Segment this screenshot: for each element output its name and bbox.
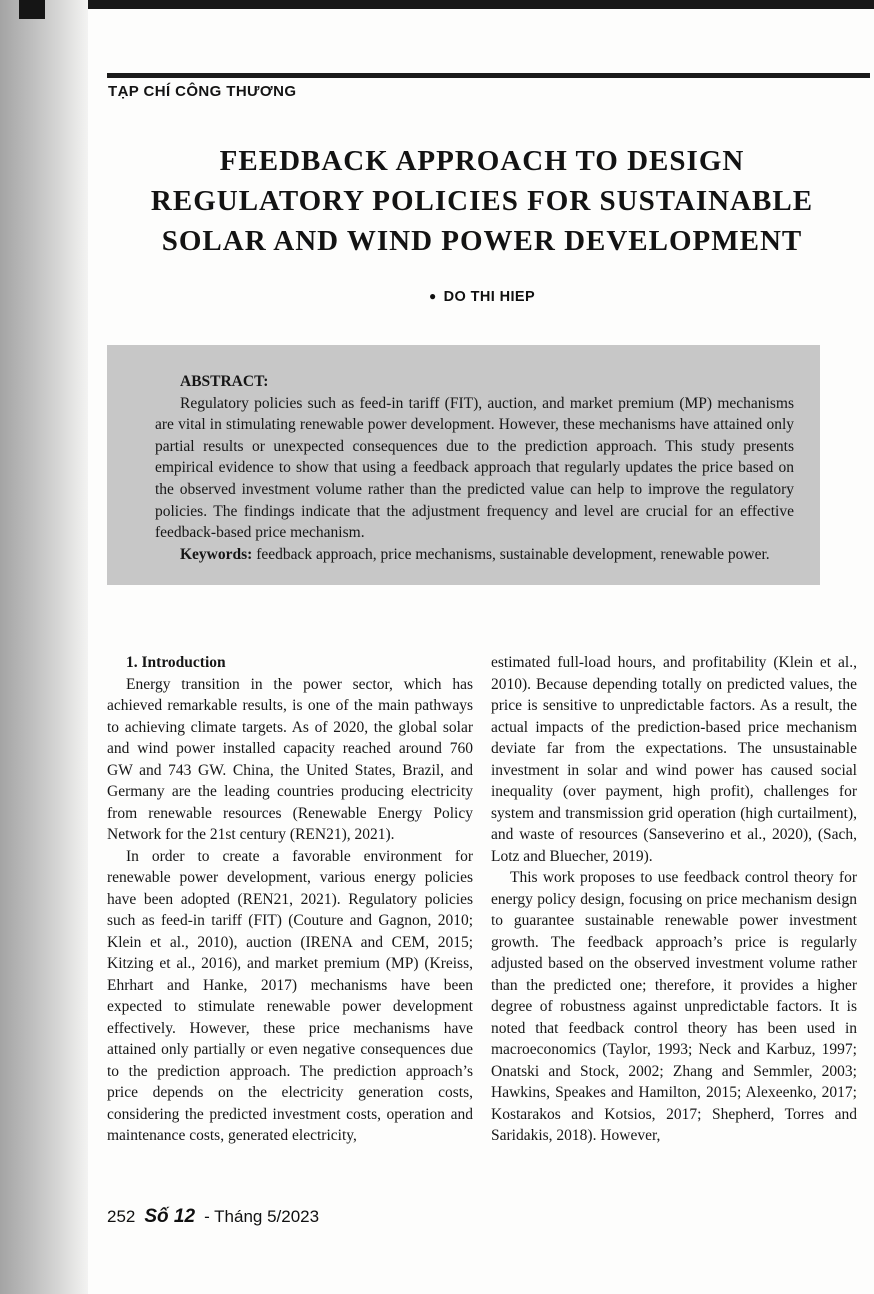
abstract-keywords <box>155 544 794 566</box>
scan-top-bar <box>88 0 874 9</box>
intro-paragraph-2: In order to create a favorable environment for renewable power development, various energy policies have been adopted (REN21, 2021). Regulatory policies such as feed-in tariff (FIT) (Couture and Gagnon, 2010; Klein et al., 2010), auction (IRENA and CEM, 2015; Kitzing et al., 2016), and market premium (MP) (Kreiss, Ehrhart and Hanke, 2017) mechanisms have been expected to stimulate renewable power development effectively. However, these price mechanisms have attained only partially or even negative consequences due to the prediction approach. The prediction approach’s price depends on the electricity generation costs, considering the predicted investment costs, operation and maintenance costs, generated electricity, <box>107 847 473 1144</box>
intro-paragraph-1: Energy transition in the power sector, which has achieved remarkable results, is one of the main pathways to achieving climate targets. As of 2020, the global solar and wind power installed capacity reached around 760 GW and 743 GW. China, the United States, Brazil, and Germany are the leading countries producing electricity from renewable resources (Renewable Energy Policy Network for the 21st century (REN21), 2021). <box>107 675 473 843</box>
body-columns <box>107 652 857 1147</box>
intro-paragraph-3: This work proposes to use feedback control theory for energy policy design, focusing on price mechanism design to guarantee sustainable renewable power investment growth. The feedback approach’s price is regularly adjusted based on the observed investment volume rather than the predicted one; therefore, it provides a higher degree of robustness against unpredictable factors. It is noted that feedback control theory has been used in macroeconomics (Taylor, 1993; Neck and Karbuz, 1997; Onatski and Stock, 2002; Zhang and Semmler, 2003; Hawkins, Speakes and Hamilton, 2015; Alexeenko, 2017; Kostarakos and Kotsios, 2017; Shepherd, Torres and Saridakis, 2018). However, <box>491 869 857 1144</box>
keywords-label: Keywords: <box>180 545 253 563</box>
abstract-box <box>107 345 820 585</box>
column-left <box>107 652 473 1147</box>
page-edge-shadow <box>0 0 88 1294</box>
issue-label: Số 12 <box>144 1206 196 1227</box>
section-heading-introduction: 1. Introduction <box>126 654 226 671</box>
article-title-line-1: FEEDBACK APPROACH TO DESIGN <box>219 145 745 177</box>
page-number: 252 <box>107 1207 136 1226</box>
bullet-icon: ● <box>428 289 437 303</box>
article-title-line-3: SOLAR AND WIND POWER DEVELOPMENT <box>161 225 803 257</box>
author-line <box>95 289 869 305</box>
scan-corner-mark <box>19 0 45 19</box>
intro-paragraph-2-continued: estimated full-load hours, and profitability (Klein et al., 2010). Because depending totally on predicted values, the price is sensitive to unpredictable factors. As a result, the actual impacts of the prediction-based price mechanism deviate far from the expectations. The unsustainable investment in solar and wind power has caused social inequality (over payment, high profit), challenges for system and transmission grid operation (high curtailment), and waste of resources (Sanseverino et al., 2020), (Sach, Lotz and Bluecher, 2019). <box>491 654 857 865</box>
abstract-heading: ABSTRACT: <box>180 373 269 390</box>
journal-name: TẠP CHÍ CÔNG THƯƠNG <box>108 83 297 100</box>
keywords-text: feedback approach, price mechanisms, sustainable development, renewable power. <box>252 545 770 563</box>
header-rule <box>107 73 870 78</box>
column-right <box>491 652 857 1147</box>
abstract-body: Regulatory policies such as feed-in tariff (FIT), auction, and market premium (MP) mechanisms are vital in stimulating renewable power development. However, these mechanisms have attained only partial results or unexpected consequences due to the prediction approach. This study presents empirical evidence to show that using a feedback approach that regularly updates the price based on the observed investment volume rather than the predicted value can help to improve the regulatory policies. The findings indicate that the adjustment frequency and level are crucial for an effective feedback-based price mechanism. <box>155 394 794 542</box>
page-footer <box>107 1206 319 1228</box>
article-title-line-2: REGULATORY POLICIES FOR SUSTAINABLE <box>150 185 814 217</box>
article-title <box>95 141 869 261</box>
issue-date: - Tháng 5/2023 <box>204 1207 320 1226</box>
author-name: DO THI HIEP <box>443 289 536 305</box>
